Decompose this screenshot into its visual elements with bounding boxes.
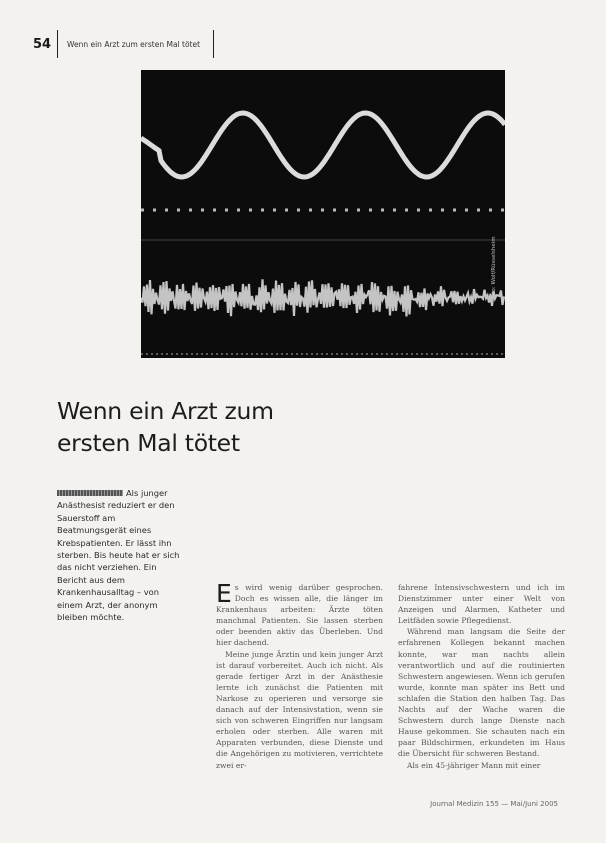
lead-text: Als junger Anästhesist reduziert er den Sauerstoff am Beatmungsgerät eines Krebspatienten. Er lässt ihn sterben. Bis heute hat er sich das nicht verziehen. Ein Bericht aus dem Krankenhausalltag – von einem Arzt, der anonym bleiben möchte. (57, 488, 180, 623)
page-number: 54 (33, 37, 52, 52)
headline-line-1: Wenn ein Arzt zum (57, 397, 274, 425)
page-footer: Journal Medizin 155 — Mai/Juni 2005 (430, 800, 558, 808)
article-headline (57, 395, 377, 459)
article-lead (57, 487, 185, 623)
lead-marker-bar (57, 490, 123, 496)
header-rule-left (57, 30, 58, 58)
body-paragraph: Meine junge Ärztin und kein junger Arzt ist darauf vorbereitet. Auch ich nicht. Als gerade fertiger Arzt in der Anästhesie lernte ich zunächst die Patienten mit Narkose zu operieren und versorge sie danach auf der Intensivstation, wenn sie sich von schweren Eingriffen nur langsam erholen oder sterben. Alle waren mit Apparaten verbunden, diese Dienste und die Angehörigen zu motivieren, verrichtete zwei er- (216, 649, 383, 770)
header-rule-right (213, 30, 214, 58)
drop-cap: E (216, 579, 232, 608)
running-header-title: Wenn ein Arzt zum ersten Mal tötet (67, 40, 201, 49)
headline-line-2: ersten Mal tötet (57, 429, 240, 457)
body-paragraph: Als ein 45-jähriger Mann mit einer (407, 760, 541, 770)
ecg-monitor-photo (141, 70, 505, 358)
body-paragraph: fahrene Intensivschwestern und ich im Dienstzimmer unter einer Welt von Anzeigen und Alarmen, Katheter und Leitfäden sowie Pflegedienst. (398, 583, 565, 626)
body-paragraph: Es wird wenig darüber gesprochen. Doch es wissen alle, die länger im Krankenhaus arbeiten: Ärzte töten manchmal Patienten. Sie lassen sterben oder beenden aktiv das Überleben. Und hier dachend. (216, 579, 383, 648)
body-column-2 (398, 582, 565, 771)
body-paragraph: Während man langsam die Seite der erfahrenen Kollegen bekannt machen konnte, war man nachts allein verantwortlich und auf die routinierten Schwestern angewiesen. Wenn ich gerufen wurde, konnte man später ins Bett und schlafen die Station den halben Tag. Das Nachts auf der Wache waren die Schwestern durch lange Dienste nach Hause gekommen. Sie schauten nach ein paar Bildschirmen, erkundeten im Haus die Übersicht für schweren Bestand. (398, 627, 565, 759)
photo-credit: Foto: Wolf/Rüsselsheim (491, 236, 497, 300)
body-column-1 (216, 579, 383, 771)
ecg-waveform-image (141, 70, 505, 358)
photo-background (141, 70, 505, 358)
